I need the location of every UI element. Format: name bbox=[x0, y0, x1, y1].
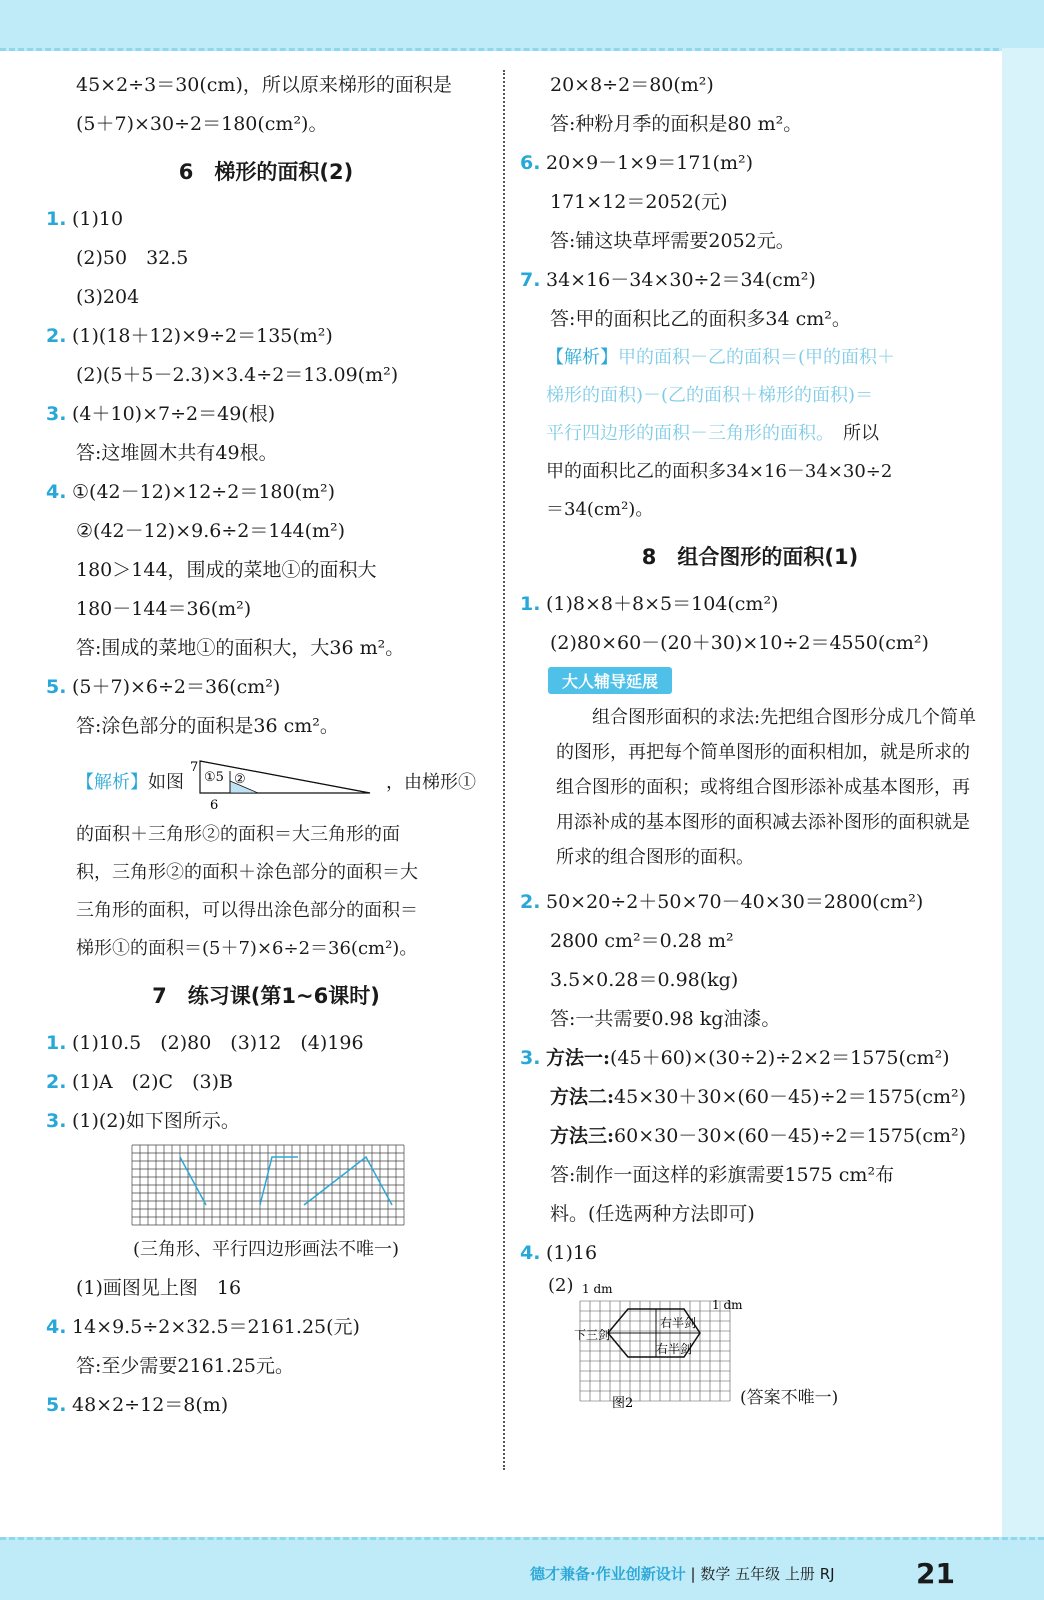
analysis-line: 三角形的面积，可以得出涂色部分的面积＝ bbox=[76, 900, 418, 921]
answer-line: (1)画图见上图 16 bbox=[76, 1277, 242, 1299]
right-decor-band bbox=[1002, 48, 1044, 1540]
answer-line: (1)8×8＋8×5＝104(cm²) bbox=[546, 593, 779, 615]
analysis-tag: 【解析】 bbox=[76, 772, 148, 793]
intro-line: 45×2÷3＝30(cm)，所以原来梯形的面积是 bbox=[76, 74, 452, 96]
answer-line: (1)(2)如下图所示。 bbox=[72, 1110, 240, 1132]
analysis-faded-line: 梯形的面积)－(乙的面积＋梯形的面积)＝ bbox=[546, 385, 874, 406]
answer-line: 答:围成的菜地①的面积大，大36 m²。 bbox=[76, 637, 405, 659]
top-decor-band bbox=[0, 0, 1044, 51]
answer-line: 答:甲的面积比乙的面积多34 cm²。 bbox=[550, 308, 851, 330]
figure-label: ①5 bbox=[204, 770, 224, 785]
question-number: 2. bbox=[520, 891, 541, 913]
answer-line: 45×30＋30×(60－45)÷2＝1575(cm²) bbox=[614, 1086, 967, 1108]
grid-figure bbox=[130, 1141, 406, 1227]
answer-line: (1)A (2)C (3)B bbox=[72, 1071, 233, 1093]
guidance-note: 组合图形面积的求法:先把组合图形分成几个简单的图形，再把每个简单图形的面积相加，就是所求的组合图形的面积；或将组合图形添补成基本图形，再用添补成的基本图形的面积减去添补图形的面积就是所求的组合图形的面积。 bbox=[556, 707, 977, 868]
answer-line: (45＋60)×(30÷2)÷2×2＝1575(cm²) bbox=[610, 1047, 950, 1069]
question-number: 4. bbox=[46, 1316, 67, 1338]
answer-line: 答:制作一面这样的彩旗需要1575 cm²布 bbox=[550, 1164, 895, 1186]
figure-label: 右半剑 bbox=[656, 1342, 693, 1356]
question-number: 1. bbox=[520, 593, 541, 615]
method-label: 方法三: bbox=[550, 1125, 615, 1147]
question-number: 7. bbox=[520, 269, 541, 291]
answer-line: 14×9.5÷2×32.5＝2161.25(元) bbox=[72, 1316, 360, 1338]
question-number: 5. bbox=[46, 676, 67, 698]
answer-line: 20×9－1×9＝171(m²) bbox=[546, 152, 754, 174]
question-number: 2. bbox=[46, 325, 67, 347]
section-8-title: 8 组合图形的面积(1) bbox=[641, 545, 859, 569]
question-number: 3. bbox=[46, 1110, 67, 1132]
answer-line: (5＋7)×6÷2＝36(cm²) bbox=[72, 676, 281, 698]
footer-subject: 数学 bbox=[700, 1565, 731, 1583]
answer-line: 答:铺这块草坪需要2052元。 bbox=[550, 230, 795, 252]
question-number: 5. bbox=[46, 1394, 67, 1416]
analysis-faded-line: 平行四边形的面积－三角形的面积。 bbox=[546, 423, 825, 444]
answer-line: 34×16－34×30÷2＝34(cm²) bbox=[546, 269, 816, 291]
analysis-line: 的面积＋三角形②的面积＝大三角形的面 bbox=[76, 824, 400, 845]
figure-note: (答案不唯一) bbox=[740, 1388, 839, 1408]
answer-line: (1)16 bbox=[546, 1242, 598, 1264]
question-number: 2. bbox=[46, 1071, 67, 1093]
answer-line: 180－144＝36(m²) bbox=[76, 598, 252, 620]
answer-line: (2)(5＋5－2.3)×3.4÷2＝13.09(m²) bbox=[76, 364, 399, 386]
analysis-line: 积，三角形②的面积＋涂色部分的面积＝大 bbox=[76, 862, 418, 883]
question-number: 1. bbox=[46, 1032, 67, 1054]
fold-figure-wrap bbox=[520, 1273, 980, 1413]
answer-line: 180＞144，围成的菜地①的面积大 bbox=[76, 559, 377, 581]
figure-label: 7 bbox=[190, 760, 199, 775]
left-column bbox=[46, 66, 486, 1425]
analysis-tag: 【解析】 bbox=[546, 347, 618, 368]
grid-caption: (三角形、平行四边形画法不唯一) bbox=[132, 1239, 400, 1260]
analysis-text: ，由梯形① bbox=[386, 772, 476, 793]
question-number: 1. bbox=[46, 208, 67, 230]
answer-line: (1)(18＋12)×9÷2＝135(m²) bbox=[72, 325, 333, 347]
answer-line: 答:至少需要2161.25元。 bbox=[76, 1355, 294, 1377]
bottom-decor-band bbox=[0, 1537, 1044, 1600]
answer-line: 答:一共需要0.98 kg油漆。 bbox=[550, 1008, 781, 1030]
answer-line: (1)10.5 (2)80 (3)12 (4)196 bbox=[72, 1032, 364, 1054]
footer-term: 上册 bbox=[784, 1565, 815, 1583]
answer-line: 50×20÷2＋50×70－40×30＝2800(cm²) bbox=[546, 891, 924, 913]
answer-line: (4＋10)×7÷2＝49(根) bbox=[72, 403, 276, 425]
right-column bbox=[520, 66, 980, 1413]
figure-label: 下三剑 bbox=[574, 1328, 611, 1342]
guidance-banner: 大人辅导延展 bbox=[548, 667, 672, 694]
figure-label: 1 dm bbox=[712, 1298, 743, 1312]
column-divider bbox=[503, 70, 505, 1470]
question-number: 4. bbox=[46, 481, 67, 503]
analysis-faded-line: 甲的面积－乙的面积＝(甲的面积＋ bbox=[618, 347, 896, 368]
question-number: 6. bbox=[520, 152, 541, 174]
question-number: 4. bbox=[520, 1242, 541, 1264]
answer-line: 48×2÷12＝8(m) bbox=[72, 1394, 229, 1416]
answer-line: 2800 cm²＝0.28 m² bbox=[550, 930, 734, 952]
answer-line: (2)80×60－(20＋30)×10÷2＝4550(cm²) bbox=[550, 632, 929, 654]
figure-label: ② bbox=[234, 772, 246, 787]
analysis-text: 所以 bbox=[843, 423, 879, 444]
answer-line: 3.5×0.28＝0.98(kg) bbox=[550, 969, 739, 991]
answer-line: 20×8÷2＝80(m²) bbox=[550, 74, 714, 96]
answer-line: (2) bbox=[548, 1275, 574, 1296]
page-number: 21 bbox=[916, 1557, 955, 1590]
answer-line: ②(42－12)×9.6÷2＝144(m²) bbox=[76, 520, 346, 542]
footer bbox=[530, 1563, 835, 1584]
analysis-line: 梯形①的面积＝(5＋7)×6÷2＝36(cm²)。 bbox=[76, 938, 418, 959]
grid-figure-wrap bbox=[46, 1141, 486, 1231]
answer-line: 答:种粉月季的面积是80 m²。 bbox=[550, 113, 803, 135]
footer-edition: RJ bbox=[819, 1565, 835, 1583]
answer-line: 答:涂色部分的面积是36 cm²。 bbox=[76, 715, 339, 737]
answer-line: 料。(任选两种方法即可) bbox=[550, 1203, 755, 1225]
analysis-text: 如图 bbox=[148, 772, 184, 793]
figure-caption: 图2 bbox=[612, 1396, 634, 1411]
method-label: 方法二: bbox=[550, 1086, 615, 1108]
figure-label: 1 dm bbox=[582, 1282, 613, 1296]
analysis-line: 甲的面积比乙的面积多34×16－34×30÷2 bbox=[546, 461, 893, 482]
figure-label: 6 bbox=[210, 798, 219, 811]
answer-line: ①(42－12)×12÷2＝180(m²) bbox=[72, 481, 336, 503]
analysis-figure-line bbox=[46, 746, 486, 816]
answer-line: (2)50 32.5 bbox=[76, 247, 189, 269]
question-number: 3. bbox=[520, 1047, 541, 1069]
answer-line: 答:这堆圆木共有49根。 bbox=[76, 442, 278, 464]
analysis-line: ＝34(cm²)。 bbox=[546, 499, 654, 520]
answer-line: (3)204 bbox=[76, 286, 140, 308]
section-7-title: 7 练习课(第1~6课时) bbox=[152, 984, 380, 1008]
footer-separator: | bbox=[690, 1565, 696, 1583]
section-6-title: 6 梯形的面积(2) bbox=[178, 160, 354, 184]
method-label: 方法一: bbox=[546, 1047, 611, 1069]
intro-line: (5＋7)×30÷2＝180(cm²)。 bbox=[76, 113, 328, 135]
answer-line: (1)10 bbox=[72, 208, 124, 230]
footer-brand: 德才兼备·作业创新设计 bbox=[530, 1565, 686, 1583]
footer-grade: 五年级 bbox=[735, 1565, 781, 1583]
answer-line: 171×12＝2052(元) bbox=[550, 191, 728, 213]
answer-line: 60×30－30×(60－45)÷2＝1575(cm²) bbox=[614, 1125, 967, 1147]
trapezoid-triangle-figure bbox=[190, 751, 380, 811]
figure-label: 右半剑 bbox=[660, 1316, 697, 1330]
question-number: 3. bbox=[46, 403, 67, 425]
